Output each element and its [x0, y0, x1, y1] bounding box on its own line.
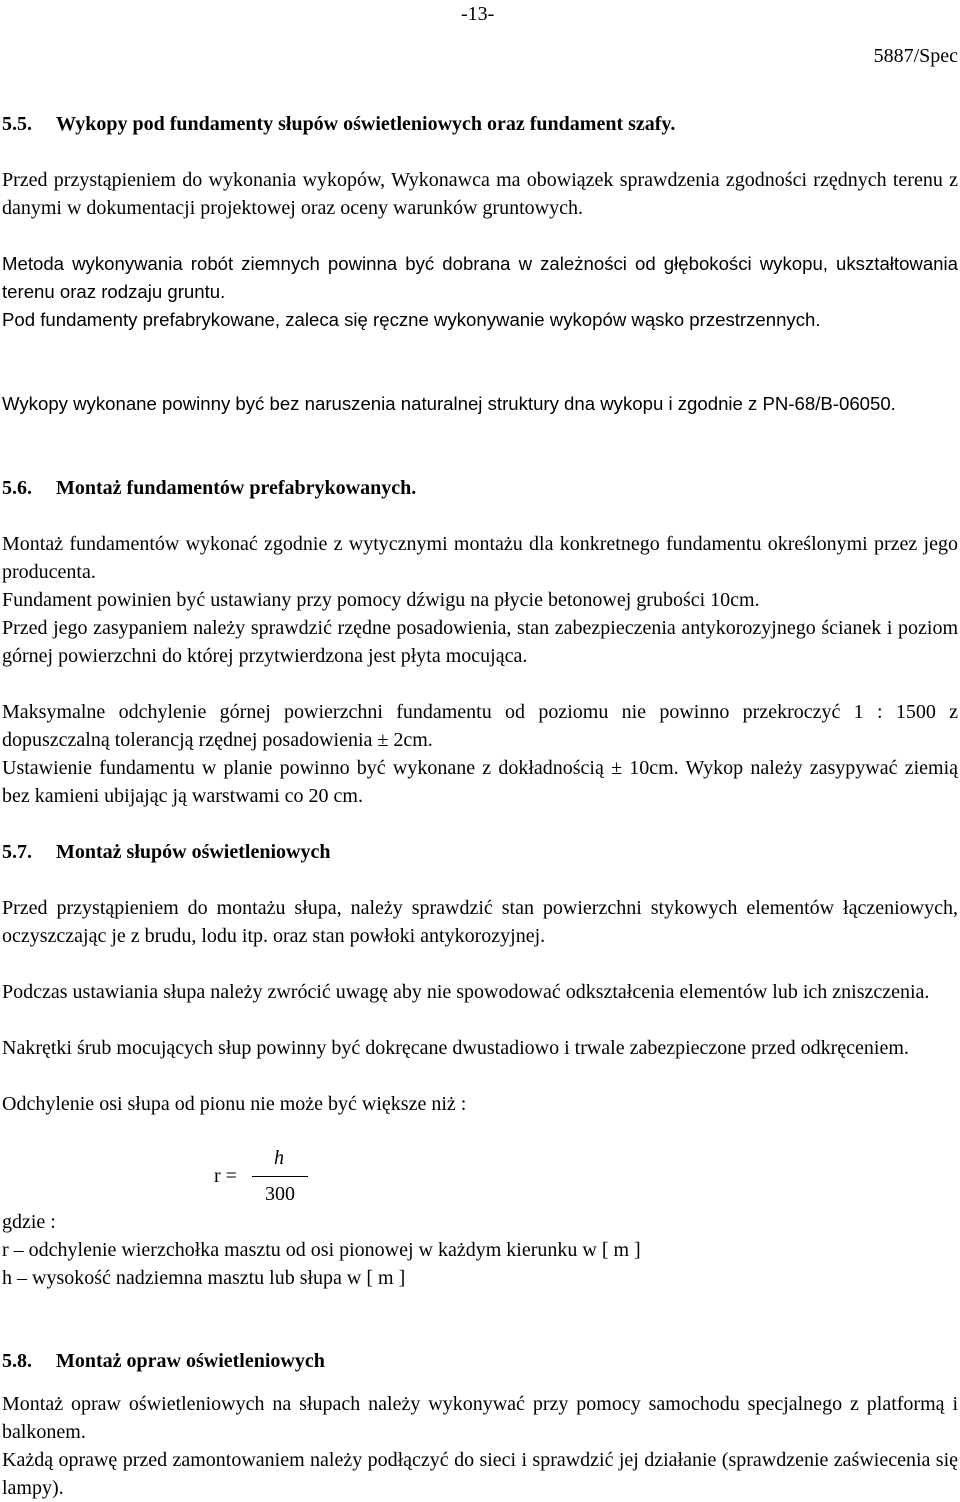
- where-label: gdzie :: [2, 1211, 56, 1233]
- deviation-formula: [214, 1146, 334, 1210]
- paragraph: Ustawienie fundamentu w planie powinno być wykonane z dokładnością ± 10cm. Wykop należy zasypywać ziemią bez kamieni ubijając ją warstwami co 20 cm.: [2, 757, 958, 807]
- paragraph: Przed przystąpieniem do montażu słupa, należy sprawdzić stan powierzchni stykowych elementów łączeniowych, oczyszczając je z brudu, lodu itp. oraz stan powłoki antykorozyjnej.: [2, 897, 958, 947]
- page-number: -13-: [461, 3, 495, 25]
- section-heading-5-8: [2, 1349, 325, 1373]
- section-title: Wykopy pod fundamenty słupów oświetleniowych oraz fundament szafy.: [56, 113, 676, 135]
- paragraph: Podczas ustawiania słupa należy zwrócić uwagę aby nie spowodować odkształcenia elementów lub ich zniszczenia.: [2, 981, 930, 1003]
- section-number: 5.8.: [2, 1350, 32, 1372]
- paragraph: Każdą oprawę przed zamontowaniem należy podłączyć do sieci i sprawdzić jej działanie (sprawdzenie zaświecenia się lampy).: [2, 1449, 958, 1499]
- paragraph: Maksymalne odchylenie górnej powierzchni fundamentu od poziomu nie powinno przekroczyć 1 : 1500 z dopuszczalną tolerancją rzędnej posadowienia ± 2cm.: [2, 701, 958, 751]
- formula-numerator: h: [274, 1147, 284, 1169]
- paragraph: Przed jego zasypaniem należy sprawdzić rzędne posadowienia, stan zabezpieczenia antykorozyjnego ścianek i poziom górnej powierzchni do której przytwierdzona jest płyta mocująca.: [2, 617, 958, 667]
- paragraph: Wykopy wykonane powinny być bez naruszenia naturalnej struktury dna wykopu i zgodnie z PN-68/B-06050.: [2, 393, 896, 414]
- paragraph: Odchylenie osi słupa od pionu nie może być większe niż :: [2, 1093, 467, 1115]
- document-reference: 5887/Spec: [873, 45, 958, 67]
- definition-r: r – odchylenie wierzchołka masztu od osi pionowej w każdym kierunku w [ m ]: [2, 1239, 641, 1261]
- paragraph: Nakrętki śrub mocujących słup powinny być dokręcane dwustadiowo i trwale zabezpieczone przed odkręceniem.: [2, 1037, 909, 1059]
- section-number: 5.6.: [2, 477, 32, 499]
- section-title: Montaż fundamentów prefabrykowanych.: [56, 477, 417, 499]
- section-number: 5.5.: [2, 113, 32, 135]
- paragraph: Montaż opraw oświetleniowych na słupach należy wykonywać przy pomocy samochodu specjalnego z platformą i balkonem.: [2, 1393, 958, 1443]
- paragraph: Fundament powinien być ustawiany przy pomocy dźwigu na płycie betonowej grubości 10cm.: [2, 589, 760, 611]
- formula-lhs: r =: [214, 1165, 237, 1187]
- section-title: Montaż opraw oświetleniowych: [56, 1350, 325, 1372]
- paragraph: Przed przystąpieniem do wykonania wykopów, Wykonawca ma obowiązek sprawdzenia zgodności rzędnych terenu z danymi w dokumentacji projektowej oraz oceny warunków gruntowych.: [2, 169, 958, 219]
- paragraph: Metoda wykonywania robót ziemnych powinna być dobrana w zależności od głębokości wykopu, ukształtowania terenu oraz rodzaju gruntu.: [2, 253, 958, 302]
- paragraph: Montaż fundamentów wykonać zgodnie z wytycznymi montażu dla konkretnego fundamentu określonymi przez jego producenta.: [2, 533, 958, 583]
- section-heading-5-5: [2, 112, 675, 136]
- formula-denominator: 300: [265, 1183, 295, 1205]
- section-heading-5-6: [2, 476, 416, 500]
- section-number: 5.7.: [2, 841, 32, 863]
- fraction-bar: [252, 1176, 308, 1177]
- paragraph: Pod fundamenty prefabrykowane, zaleca się ręczne wykonywanie wykopów wąsko przestrzennych.: [2, 309, 821, 330]
- section-heading-5-7: [2, 840, 330, 864]
- definition-h: h – wysokość nadziemna masztu lub słupa w [ m ]: [2, 1267, 406, 1289]
- section-title: Montaż słupów oświetleniowych: [56, 841, 331, 863]
